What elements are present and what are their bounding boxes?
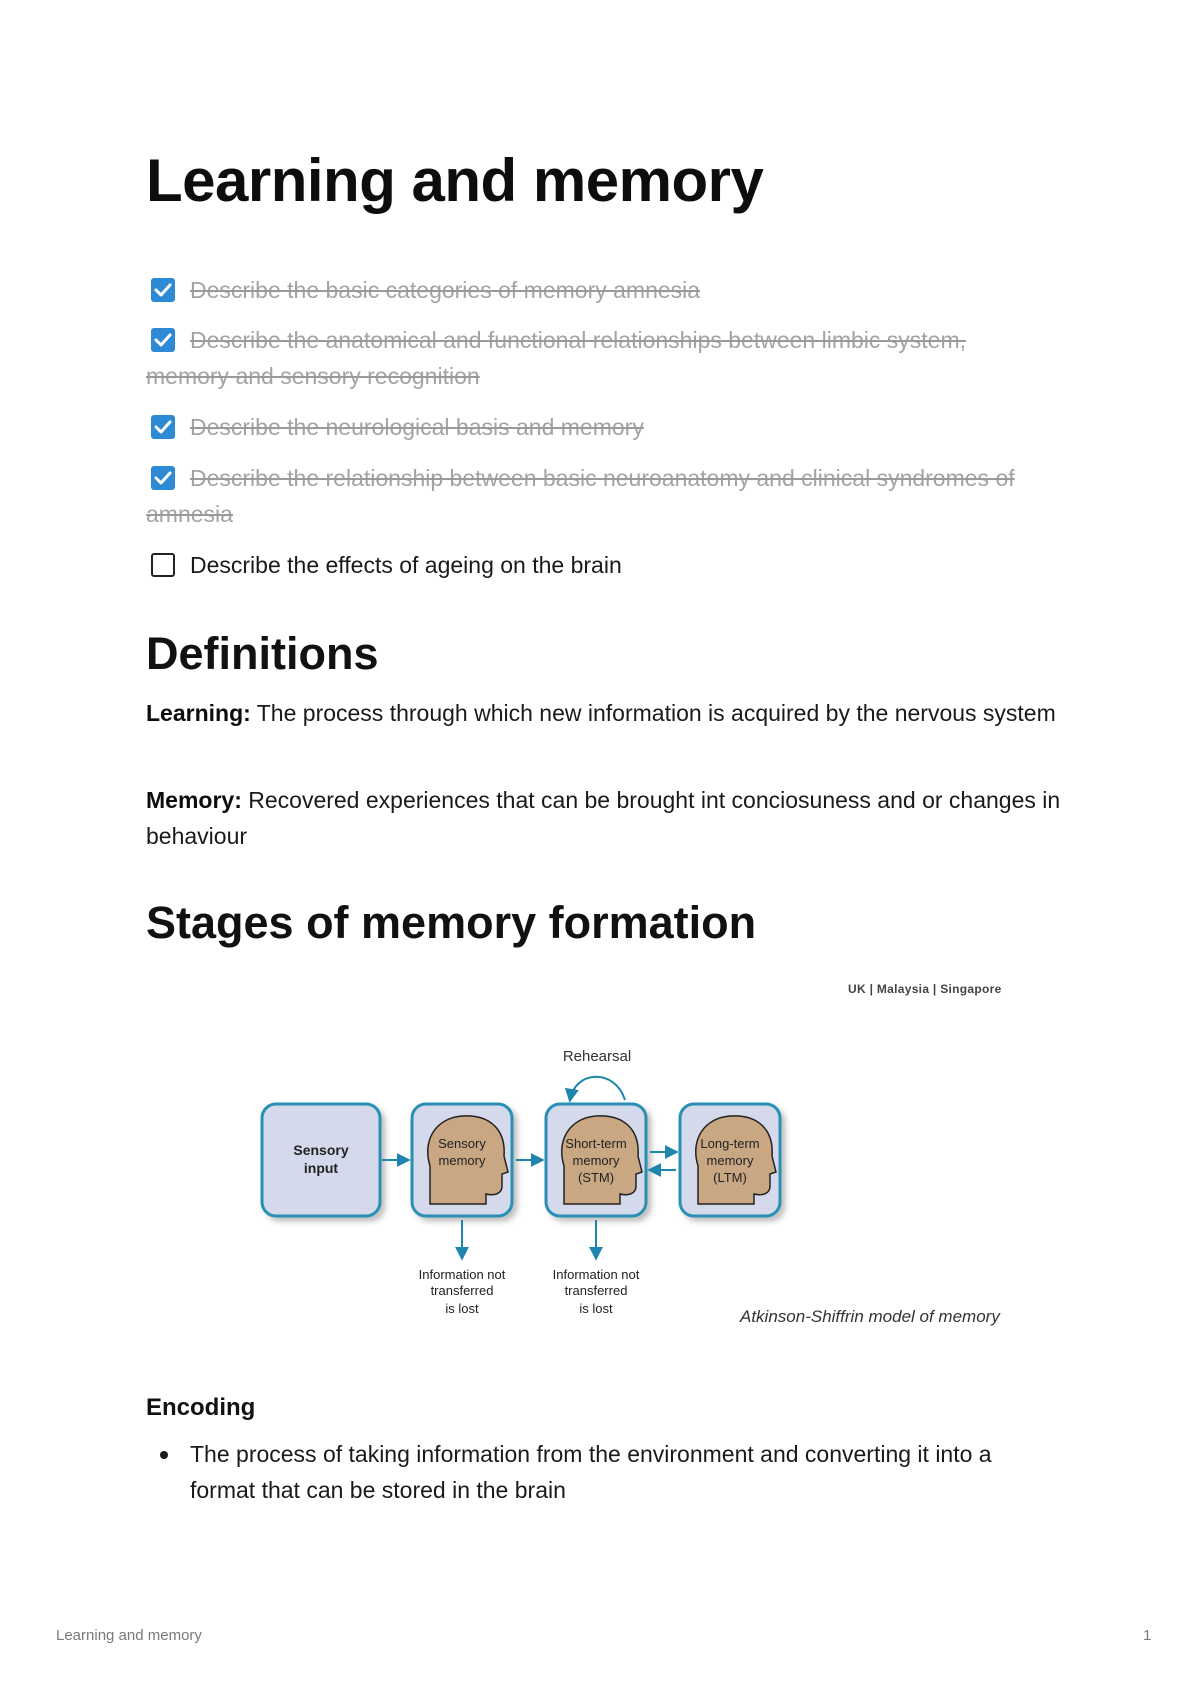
checkbox-checked[interactable] xyxy=(151,328,175,352)
sensory-memory-box xyxy=(412,1104,512,1216)
memory-model-diagram xyxy=(240,960,1040,1340)
objective-item xyxy=(146,322,1046,394)
definition-text: Recovered experiences that can be brought int conciosuness and or changes in behaviour xyxy=(146,787,1061,849)
ltm-label-1: Long-term xyxy=(700,1136,760,1151)
definition-text: The process through which new information is acquired by the nervous system xyxy=(250,700,1056,726)
stm-label-1: Short-term xyxy=(565,1136,627,1151)
page-title: Learning and memory xyxy=(146,147,764,214)
lost-label-1-line-2: transferred xyxy=(430,1283,494,1298)
objective-item xyxy=(146,460,1046,532)
objective-text: Describe the anatomical and functional relationships between limbic system, memory and sensory recognition xyxy=(146,327,967,389)
objective-item xyxy=(146,547,1046,583)
sensory-memory-label-1: Sensory xyxy=(438,1136,486,1151)
checkbox-checked[interactable] xyxy=(151,466,175,490)
checkbox-checked[interactable] xyxy=(151,415,175,439)
bullet-dot xyxy=(160,1451,168,1459)
definition-memory xyxy=(146,782,1066,854)
objective-text: Describe the relationship between basic neuroanatomy and clinical syndromes of amnesia xyxy=(146,465,1015,527)
sensory-input-box xyxy=(262,1104,380,1216)
ltm-box xyxy=(680,1104,780,1216)
lost-label-1-line-3: is lost xyxy=(445,1301,479,1316)
lost-label-1-line-1: Information not xyxy=(418,1267,506,1282)
definition-term: Memory: xyxy=(146,787,242,813)
definitions-heading: Definitions xyxy=(146,628,379,679)
objective-text: Describe the basic categories of memory amnesia xyxy=(190,277,701,303)
diagram-source-line: UK | Malaysia | Singapore xyxy=(848,982,1002,996)
stm-label-3: (STM) xyxy=(577,1170,615,1185)
checkmark-icon xyxy=(154,332,172,348)
objective-item xyxy=(146,409,1046,445)
rehearsal-loop-arrow xyxy=(570,1077,625,1100)
ltm-label-2: memory xyxy=(706,1153,754,1168)
checkmark-icon xyxy=(154,282,172,298)
page-number: 1 xyxy=(1143,1627,1152,1644)
lost-label-2-line-3: is lost xyxy=(579,1301,613,1316)
checkmark-icon xyxy=(154,470,172,486)
lost-label-2-line-1: Information not xyxy=(552,1267,640,1282)
encoding-bullet xyxy=(146,1436,1046,1508)
stages-heading: Stages of memory formation xyxy=(146,897,757,948)
sensory-input-label-1: Sensory xyxy=(293,1142,349,1158)
rehearsal-label: Rehearsal xyxy=(562,1048,632,1065)
memory-model-svg xyxy=(240,960,1040,1340)
objective-text: Describe the neurological basis and memory xyxy=(190,414,644,440)
encoding-heading: Encoding xyxy=(146,1394,256,1421)
footer-title: Learning and memory xyxy=(56,1627,202,1644)
checkbox-checked[interactable] xyxy=(151,278,175,302)
sensory-memory-label-2: memory xyxy=(438,1153,486,1168)
stm-label-2: memory xyxy=(572,1153,620,1168)
definition-learning xyxy=(146,695,1066,731)
diagram-caption: Atkinson-Shiffrin model of memory xyxy=(740,1307,1000,1326)
ltm-label-3: (LTM) xyxy=(713,1170,747,1185)
definition-term: Learning: xyxy=(146,700,251,726)
objective-item xyxy=(146,272,1046,308)
stm-box xyxy=(546,1104,646,1216)
encoding-bullet-text: The process of taking information from the environment and converting it into a format that can be stored in the brain xyxy=(190,1441,992,1503)
lost-label-2-line-2: transferred xyxy=(564,1283,628,1298)
checkbox-unchecked[interactable] xyxy=(151,553,175,577)
checkmark-icon xyxy=(154,419,172,435)
objective-text: Describe the effects of ageing on the brain xyxy=(190,552,622,578)
sensory-input-label-2: input xyxy=(303,1160,339,1176)
